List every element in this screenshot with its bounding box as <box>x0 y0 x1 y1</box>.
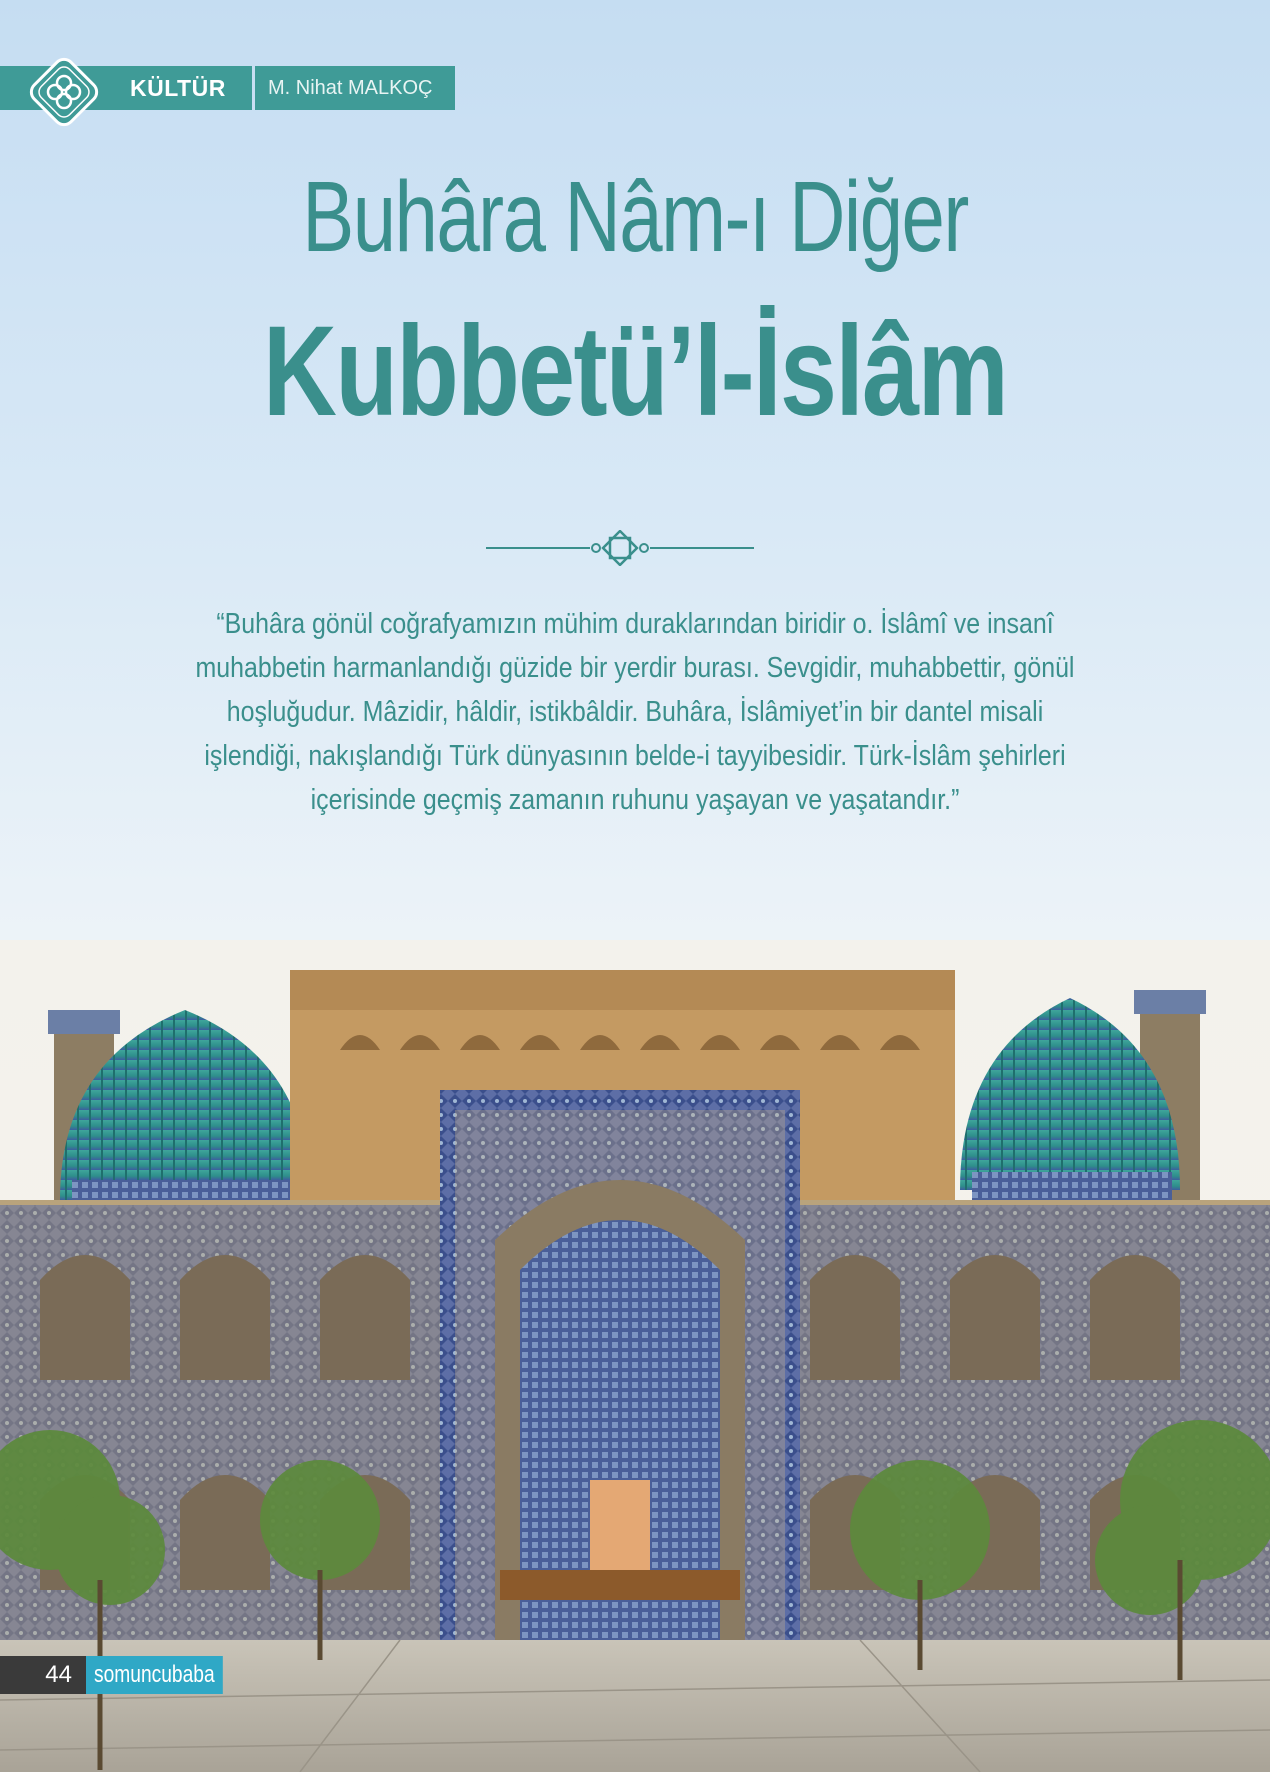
quote-line: “Buhâra gönül coğrafyamızın mühim duraklarından biridir o. İslâmî ve insanî <box>216 608 1054 640</box>
madrasa-photo <box>0 940 1270 1772</box>
quote-line: içerisinde geçmiş zamanın ruhunu yaşayan ve yaşatandır.” <box>310 784 960 816</box>
title-line-1: Buhâra Nâm-ı Diğer <box>302 161 968 273</box>
quote-line: muhabbetin harmanlandığı güzide bir yerdir burası. Sevgidir, muhabbettir, gönül <box>195 652 1075 684</box>
author-name: M. Nihat MALKOÇ <box>268 77 433 99</box>
lead-quote <box>184 602 1087 822</box>
ornament-emblem-icon <box>24 52 104 132</box>
page-number: 44 <box>0 1656 86 1694</box>
quote-line: işlendiği, nakışlandığı Türk dünyasının belde-i tayyibesidir. Türk-İslâm şehirleri <box>204 740 1066 772</box>
ornament-divider-icon <box>486 530 754 566</box>
title-line-2: Kubbetü’l-İslâm <box>262 300 1008 443</box>
magazine-brand: somuncubaba <box>86 1656 223 1694</box>
quote-line: hoşluğudur. Mâzidir, hâldir, istikbâldir. Buhâra, İslâmiyet’in bir dantel misali <box>226 696 1044 728</box>
section-label: KÜLTÜR <box>130 75 226 101</box>
